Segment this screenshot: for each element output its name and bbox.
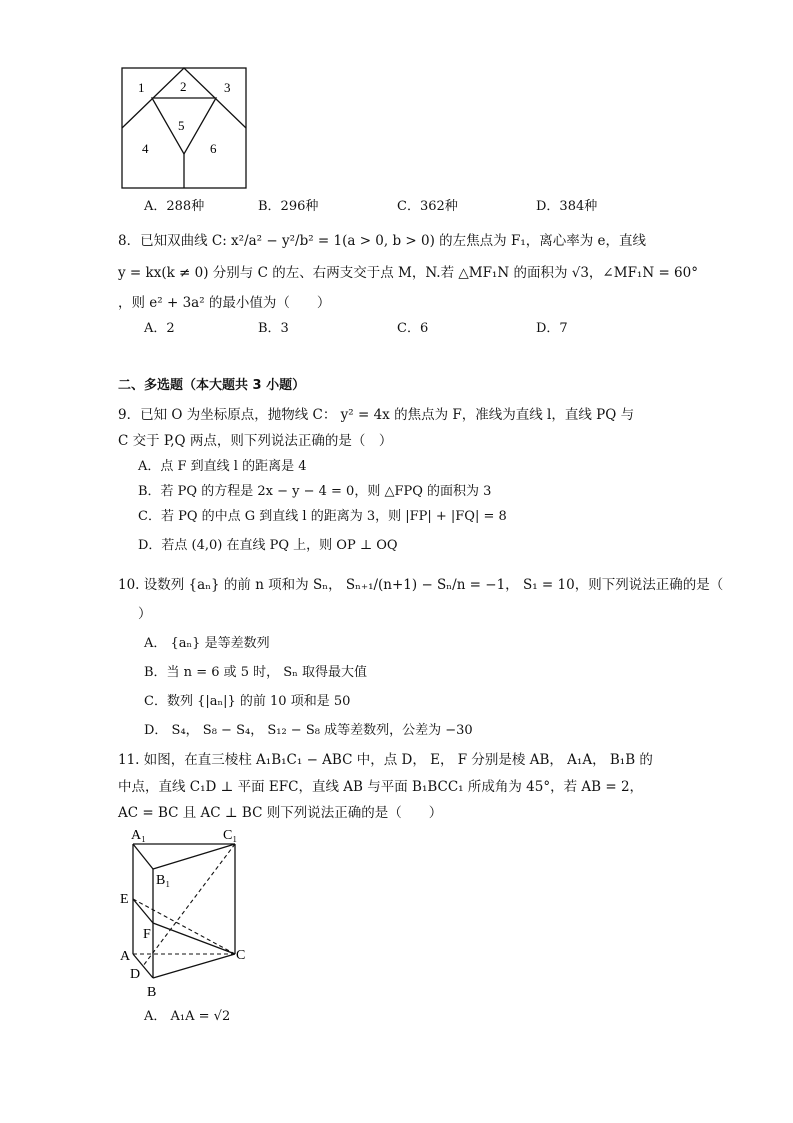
region-4: 4	[142, 141, 149, 156]
region-3: 3	[224, 80, 231, 95]
q10-line-1: 10. 设数列 {aₙ} 的前 n 项和为 Sₙ， Sₙ₊₁/(n+1) − Sₙ/n = −1， S₁ = 10，则下列说法正确的是（	[118, 577, 724, 593]
label-a: A	[120, 949, 131, 964]
q9-option-c: C．若 PQ 的中点 G 到直线 l 的距离为 3，则 |FP| + |FQ| = 8	[138, 509, 507, 524]
q8-option-b: B．3	[258, 321, 289, 336]
q10-option-d: D． S₄， S₈ − S₄， S₁₂ − S₈ 成等差数列，公差为 −30	[144, 723, 473, 738]
q7-region-figure	[118, 64, 252, 192]
q7-option-b: B．296种	[258, 199, 319, 214]
q8-line-3: ，则 e² + 3a² 的最小值为（ ）	[118, 295, 331, 311]
section-heading: 二、多选题（本大题共 3 小题）	[118, 378, 306, 393]
q11-line-2: 中点，直线 C₁D ⊥ 平面 EFC，直线 AB 与平面 B₁BCC₁ 所成角为 45°，若 AB = 2，	[118, 779, 644, 795]
q11-prism-figure	[115, 826, 255, 1002]
q8-option-a: A．2	[144, 321, 175, 336]
q9-option-a: A．点 F 到直线 l 的距离是 4	[138, 459, 307, 474]
q10-option-b: B．当 n = 6 或 5 时， Sₙ 取得最大值	[144, 665, 367, 680]
q8-line-2: y = kx(k ≠ 0) 分别与 C 的左、右两支交于点 M，N.若 △MF₁N 的面积为 √3，∠MF₁N = 60°	[118, 265, 698, 281]
label-f: F	[143, 927, 151, 942]
q7-option-c: C．362种	[397, 199, 458, 214]
q8-option-d: D．7	[536, 321, 568, 336]
q8-line-1: 8．已知双曲线 C: x²/a² − y²/b² = 1(a > 0, b > 0) 的左焦点为 F₁，离心率为 e，直线	[118, 233, 647, 249]
q11-option-a: A． A₁A = √2	[144, 1009, 231, 1024]
q9-line-1: 9．已知 O 为坐标原点，抛物线 C： y² = 4x 的焦点为 F，准线为直线 l，直线 PQ 与	[118, 407, 635, 423]
label-b1: B₁	[156, 873, 171, 888]
q10-option-a: A． {aₙ} 是等差数列	[144, 636, 270, 651]
label-c: C	[236, 948, 246, 963]
region-1: 1	[138, 80, 145, 95]
q9-line-2: C 交于 P,Q 两点，则下列说法正确的是（ ）	[118, 433, 393, 449]
q7-option-a: A．288种	[144, 199, 205, 214]
q9-option-d: D．若点 (4,0) 在直线 PQ 上，则 OP ⊥ OQ	[138, 538, 398, 553]
region-6: 6	[210, 141, 217, 156]
q10-line-2: ）	[138, 606, 152, 622]
region-5: 5	[178, 118, 185, 133]
label-c1: C₁	[223, 828, 238, 843]
label-e: E	[120, 892, 129, 907]
q9-option-b: B．若 PQ 的方程是 2x − y − 4 = 0，则 △FPQ 的面积为 3	[138, 484, 492, 499]
q11-line-1: 11. 如图，在直三棱柱 A₁B₁C₁ − ABC 中，点 D， E， F 分别是棱 AB， A₁A， B₁B 的	[118, 752, 653, 768]
q7-option-d: D．384种	[536, 199, 598, 214]
label-d: D	[130, 967, 141, 982]
q11-line-3: AC = BC 且 AC ⊥ BC 则下列说法正确的是（ ）	[118, 805, 443, 821]
q8-option-c: C．6	[397, 321, 429, 336]
label-b: B	[147, 985, 157, 1000]
label-a1: A₁	[131, 828, 146, 843]
q10-option-c: C．数列 {|aₙ|} 的前 10 项和是 50	[144, 694, 351, 709]
region-2: 2	[180, 79, 187, 94]
